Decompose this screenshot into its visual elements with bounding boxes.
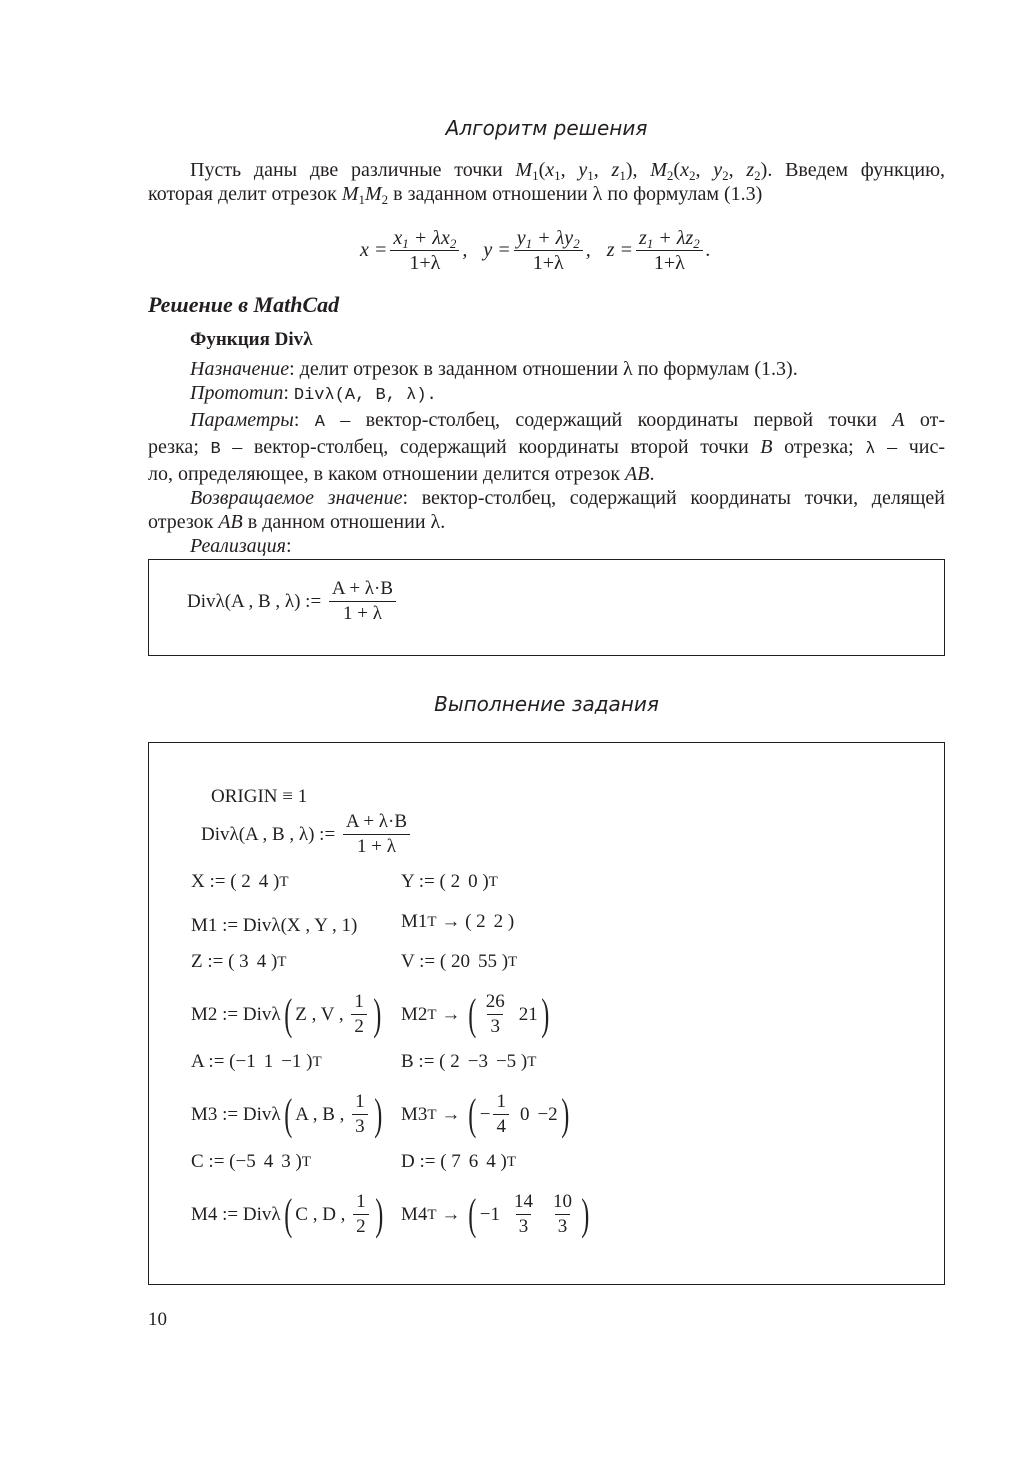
divl-definition-worksheet: Divλ(A , B , λ) := $\frac{A + \lambda\cdot B}{1 + \lambda}$: [201, 811, 413, 858]
m1-assignment: M1 := Divλ(X , Y , 1): [191, 915, 358, 936]
purpose-line: Назначение: делит отрезок в заданном отношении λ по формулам (1.3).: [190, 358, 798, 380]
params-line-2: резка; B – вектор-столбец, содержащий координаты второй точки B отрезка; λ – чис-: [148, 436, 945, 459]
intro-line-1: Пусть даны две различные точки $M_1(x_1$, $y_1$, $z_1$), $M_2(x_2$, $y_2$, $z_2$). Введем функцию,: [190, 159, 946, 183]
execution-box: [148, 742, 945, 1285]
m3-result: M3 T → ( − $\frac{1}{4}$ 0 −2 ): [401, 1089, 570, 1139]
heading-algorithm: Алгоритм решения: [445, 116, 648, 140]
divl-definition: Divλ(A , B , λ) := $\frac{A + \lambda\cdot B}{1 + \lambda}$: [187, 578, 399, 625]
m4-assignment: M4 := Divλ ( C , D , $\frac{1}{2}$ ): [191, 1189, 384, 1239]
m3-assignment: M3 := Divλ ( A , B , $\frac{1}{3}$ ): [191, 1089, 382, 1139]
implementation-box: [148, 559, 945, 656]
m2-assignment: M2 := Divλ ( Z , V , $\frac{1}{2}$ ): [191, 989, 382, 1039]
function-description: [148, 357, 945, 558]
b-assignment: B := ( 2 −3 −5 ) T: [401, 1051, 537, 1072]
x-assignment: X := ( 2 4 ) T: [191, 871, 289, 892]
implementation-line: Реализация:: [190, 535, 292, 557]
function-heading: Функция Divλ: [190, 329, 313, 350]
prototype-line: Прототип: Divλ(A, B, λ).: [190, 382, 437, 405]
page-number: 10: [148, 1309, 167, 1330]
origin-statement: ORIGIN ≡ 1: [211, 786, 308, 807]
y-assignment: Y := ( 2 0 ) T: [401, 871, 498, 892]
m1-result: M1 T → ( 2 2 ): [401, 911, 515, 932]
params-line-1: Параметры: A – вектор-столбец, содержащий координаты первой точки A от-: [190, 409, 945, 432]
m4-result: M4 T → ( −1 $\frac{14}{3}$ $\frac{10}{3}$ ): [401, 1189, 590, 1239]
intro-line-2: которая делит отрезок $M_1M_2$ в заданном отношении λ по формулам (1.3): [148, 183, 763, 207]
intro-paragraph: [148, 158, 945, 206]
v-assignment: V := ( 20 55 ) T: [401, 951, 518, 972]
a-assignment: A := (−1 1 −1 ) T: [191, 1051, 322, 1072]
d-assignment: D := ( 7 6 4 ) T: [401, 1151, 517, 1172]
z-assignment: Z := ( 3 4 ) T: [191, 951, 287, 972]
heading-mathcad: Решение в MathCad: [148, 292, 340, 317]
c-assignment: C := (−5 4 3 ) T: [191, 1151, 311, 1172]
return-line-1: Возвращаемое значение: вектор-столбец, содержащий координаты точки, делящей: [190, 487, 945, 509]
m2-result: M2 T → ( $\frac{26}{3}$ 21 ): [401, 989, 550, 1039]
heading-execution: Выполнение задания: [434, 692, 659, 716]
division-formulas: x = $\frac{x_1 + \lambda x_2}{1+\lambda}$ , y = $\frac{y_1 + \lambda y_2}{1+\lambda}$ , z = $\frac{z_1 + \lambda z_2}{1+\lambda}$ .: [360, 226, 711, 274]
return-line-2: отрезок AB в данном отношении λ.: [148, 511, 446, 533]
params-line-3: ло, определяющее, в каком отношении делится отрезок AB.: [148, 463, 655, 485]
